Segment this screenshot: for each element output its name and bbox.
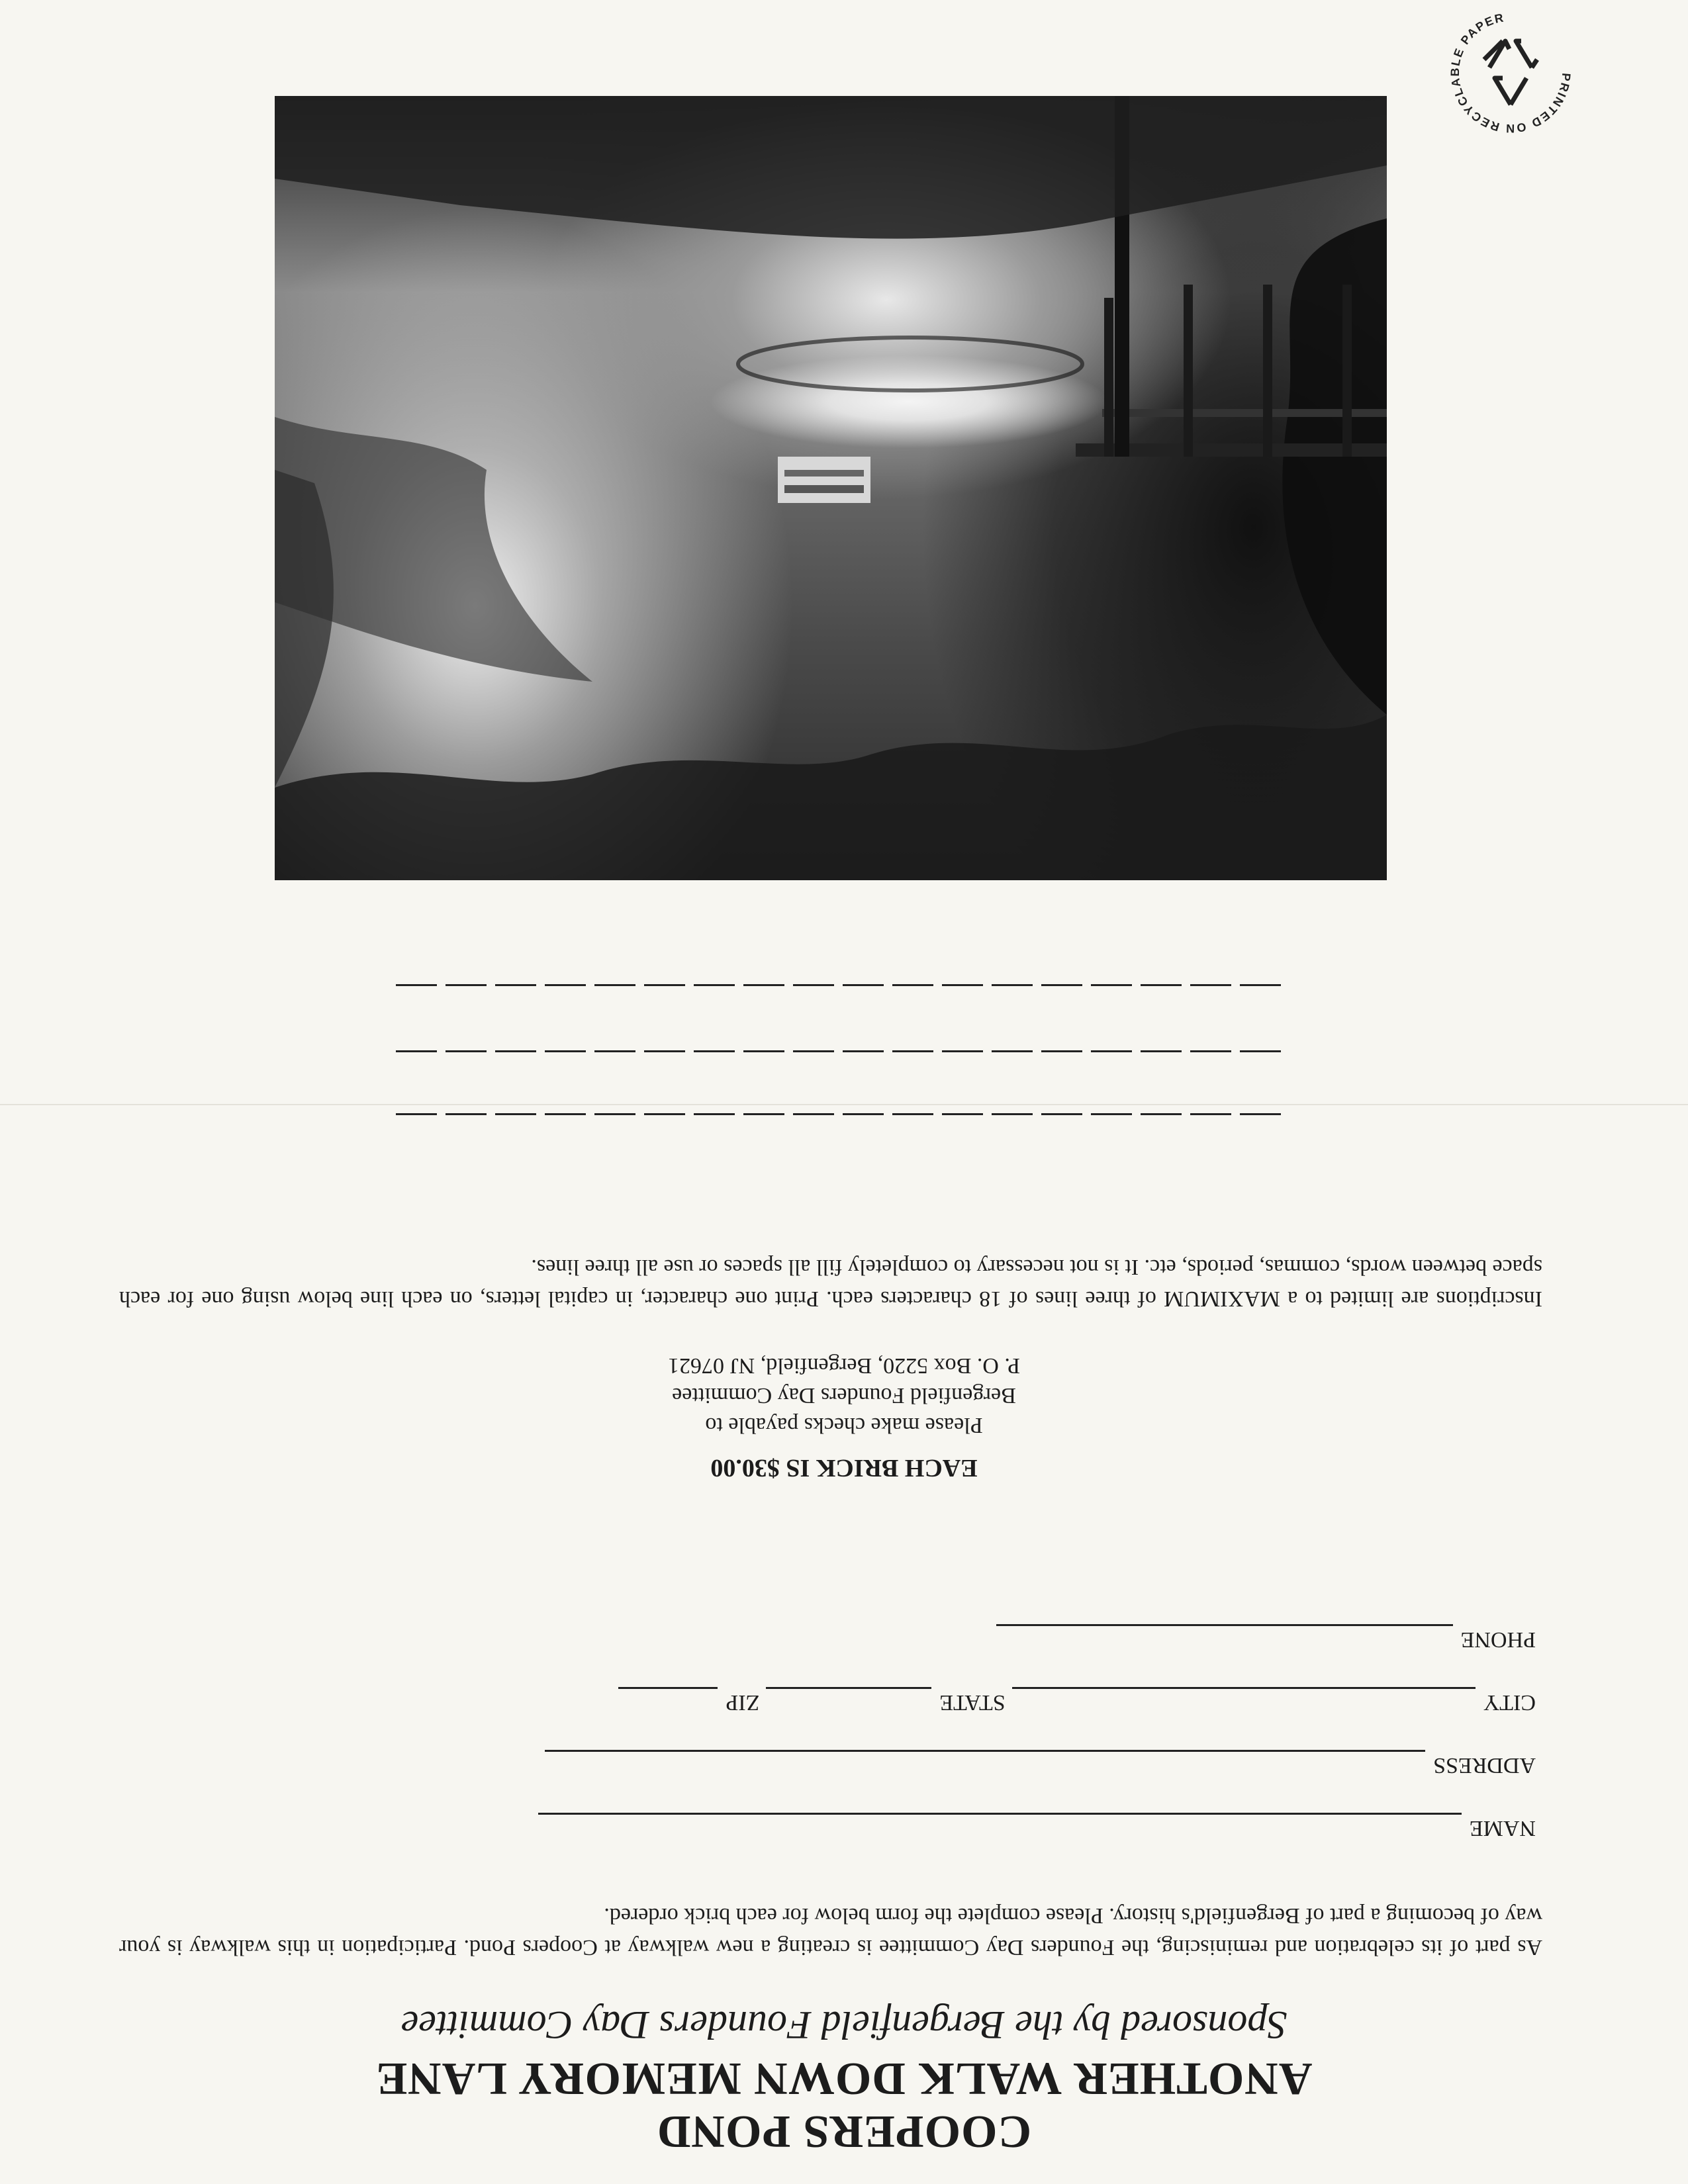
- payable-line-2: Bergenfield Founders Day Committee: [672, 1383, 1016, 1408]
- payable-line-3: P. O. Box 5220, Bergenfield, NJ 07621: [667, 1353, 1021, 1378]
- city-field[interactable]: [1012, 1687, 1476, 1718]
- state-field[interactable]: [766, 1687, 931, 1718]
- recycle-icon: [1484, 41, 1537, 105]
- inscription-line-1[interactable]: [387, 1113, 1281, 1115]
- city-label: CITY: [1483, 1690, 1536, 1715]
- name-field[interactable]: [538, 1813, 1462, 1844]
- zip-field[interactable]: [618, 1687, 718, 1718]
- title-line-1: COOPERS POND: [656, 2106, 1032, 2157]
- inscription-line-3[interactable]: [387, 984, 1281, 986]
- coopers-pond-photo: [275, 96, 1387, 880]
- inscription-line-2[interactable]: [387, 1050, 1281, 1052]
- intro-paragraph: As part of its celebration and reminiscing, the Founders Day Committee is creating a new walkway at Coopers Pond. Participation in this walkway is your way of becoming a part of Bergenfield's history. Please complete the form below for each brick ordered.: [119, 1903, 1542, 1960]
- state-label: STATE: [939, 1690, 1006, 1715]
- phone-label: PHONE: [1460, 1627, 1536, 1652]
- brick-price: EACH BRICK IS $30.00: [710, 1454, 978, 1482]
- recycle-logo-text: PRINTED ON RECYCLABLE PAPER: [1448, 11, 1573, 136]
- address-label: ADDRESS: [1433, 1753, 1536, 1778]
- address-field[interactable]: [545, 1750, 1425, 1781]
- inscription-instructions: Inscriptions are limited to a MAXIMUM of three lines of 18 characters each. Print one character, in capital letters, on each line below using one for each space between words, commas, periods, etc. It is not necessary to completely fill all spaces or use all three lines.: [119, 1255, 1542, 1311]
- name-label: NAME: [1469, 1816, 1536, 1841]
- payable-line-1: Please make checks payable to: [705, 1413, 983, 1437]
- name-row: [146, 1813, 1536, 1850]
- phone-row: [146, 1624, 1536, 1661]
- svg-text:PRINTED ON RECYCLABLE PAPER: [1448, 11, 1573, 135]
- fold-line: [0, 1104, 1688, 1105]
- address-row: [146, 1750, 1536, 1787]
- city-state-zip-row: [146, 1687, 1536, 1724]
- recyclable-paper-logo: [1444, 7, 1577, 139]
- subtitle: Sponsored by the Bergenfield Founders Day Committee: [400, 2003, 1288, 2047]
- phone-field[interactable]: [996, 1624, 1453, 1655]
- zip-label: ZIP: [726, 1690, 760, 1715]
- title-line-2: ANOTHER WALK DOWN MEMORY LANE: [375, 2053, 1313, 2104]
